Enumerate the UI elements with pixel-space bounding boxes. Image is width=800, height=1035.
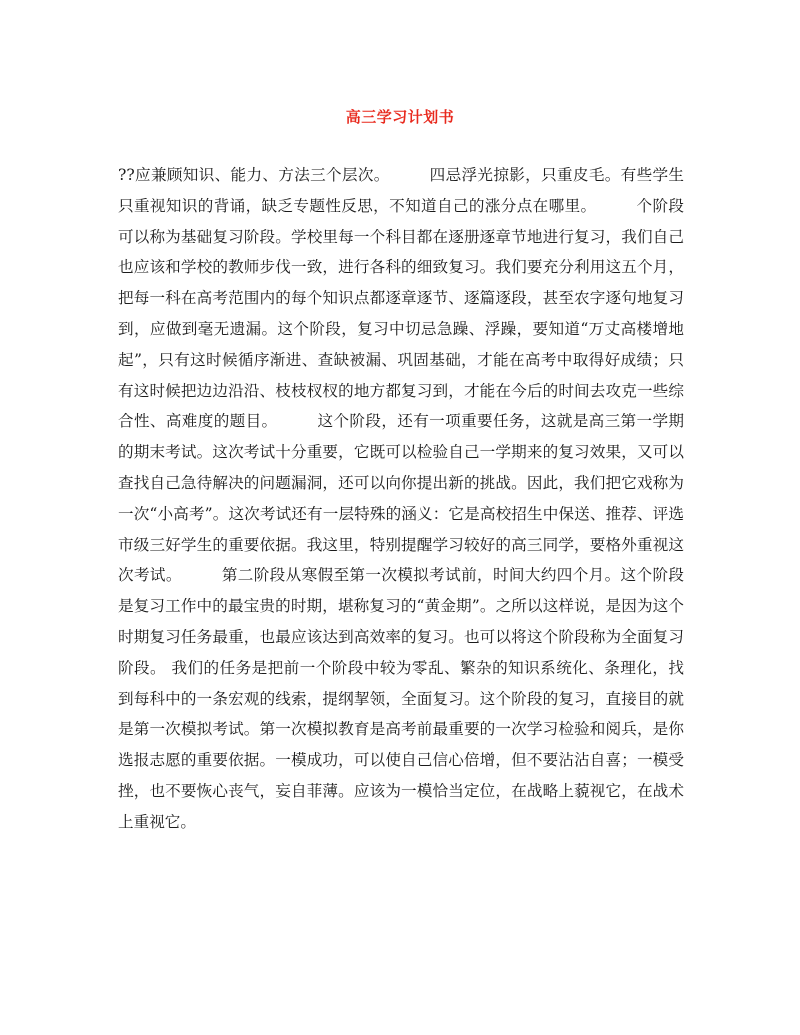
document-body-paragraph: ??应兼顾知识、能力、方法三个层次。 四忌浮光掠影，只重皮毛。有些学生只重视知识的背诵，缺乏专题性反思，不知道自己的涨分点在哪里。 个阶段可以称为基础复习阶段。学校里每一个科目都在逐册逐章节地进行复习，我们自己也应该和学校的教师步伐一致，进行各科的细致复习。我们要充分利用这五个月，把每一科在高考范围内的每个知识点都逐章逐节、逐篇逐段，甚至农字逐句地复习到，应做到毫无遗漏。这个阶段，复习中切忌急躁、浮躁，要知道“万丈高楼增地起”，只有这时候循序渐进、查缺被漏、巩固基础，才能在高考中取得好成绩；只有这时候把边边沿沿、枝枝杈杈的地方都复习到，才能在今后的时间去攻克一些综合性、高难度的题目。 这个阶段，还有一项重要任务，这就是高三第一学期的期末考试。这次考试十分重要，它既可以检验自己一学期来的复习效果，又可以查找自己急待解决的问题漏洞，还可以向你提出新的挑战。因此，我们把它戏称为一次“小高考”。这次考试还有一层特殊的涵义：它是高校招生中保送、推荐、评选市级三好学生的重要依据。我这里，特别提醒学习较好的高三同学，要格外重视这次考试。 第二阶段从寒假至第一次模拟考试前，时间大约四个月。这个阶段是复习工作中的最宝贵的时期，堪称复习的“黄金期”。之所以这样说，是因为这个时期复习任务最重，也最应该达到高效率的复习。也可以将这个阶段称为全面复习阶段。 我们的任务是把前一个阶段中较为零乱、繁杂的知识系统化、条理化，找到每科中的一条宏观的线索，提纲挈领，全面复习。这个阶段的复习，直接目的就是第一次模拟考试。第一次模拟教育是高考前最重要的一次学习检验和阅兵，是你选报志愿的重要依据。一模成功，可以使自己信心倍增，但不要沾沾自喜；一模受挫，也不要恢心丧气，妄自菲薄。应该为一模恰当定位，在战略上藐视它，在战术上重视它。 [118, 166, 684, 831]
document-title: 高三学习计划书 [345, 108, 455, 126]
